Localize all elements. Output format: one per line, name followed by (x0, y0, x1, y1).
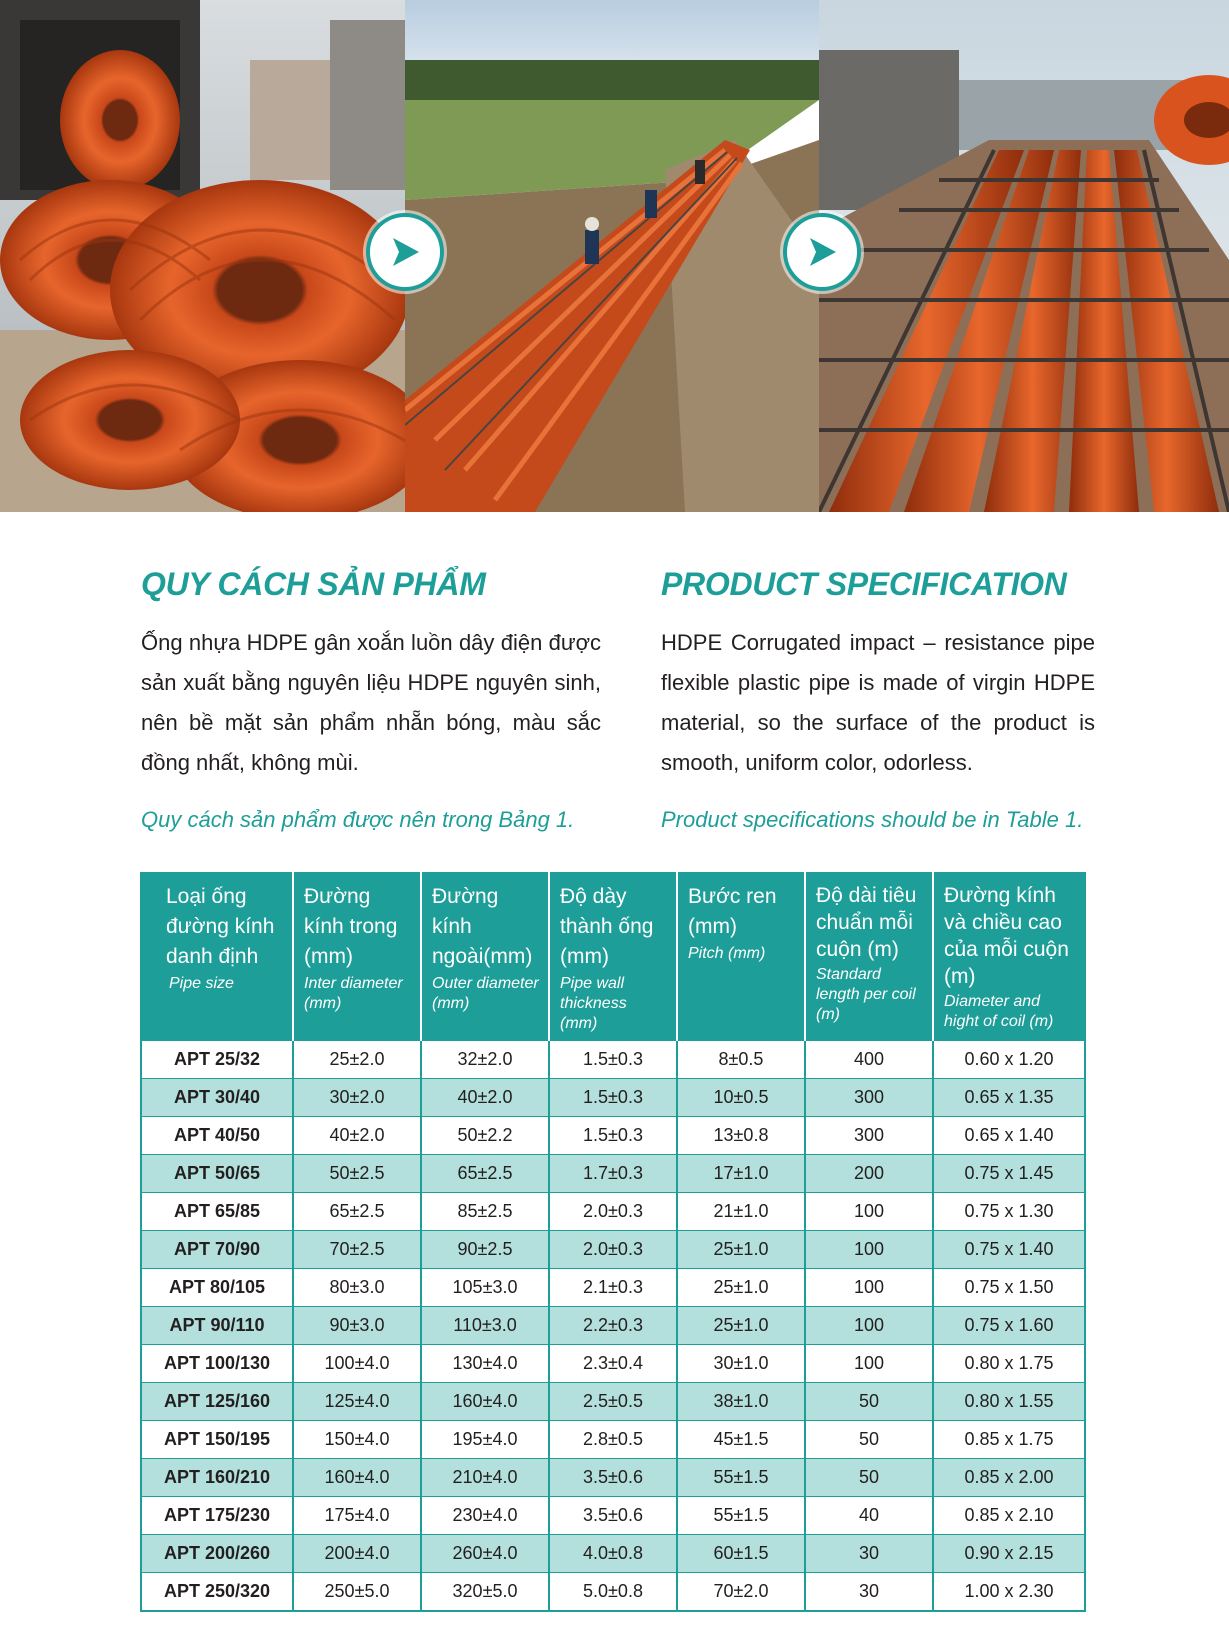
cell-inner-diameter: 80±3.0 (293, 1269, 421, 1307)
cell-inner-diameter: 150±4.0 (293, 1421, 421, 1459)
section-heading-vi: QUY CÁCH SẢN PHẨM (141, 566, 486, 602)
header-coil-dimensions: Đường kính và chiều cao của mỗi cuộn (m) Diameter and hight of coil (m) (933, 873, 1085, 1041)
cell-outer-diameter: 110±3.0 (421, 1307, 549, 1345)
cell-length-per-coil: 100 (805, 1307, 933, 1345)
cell-wall-thickness: 3.5±0.6 (549, 1497, 677, 1535)
english-section (661, 565, 1095, 835)
cell-wall-thickness: 2.8±0.5 (549, 1421, 677, 1459)
cell-pitch: 25±1.0 (677, 1269, 805, 1307)
header-wall-thickness: Độ dày thành ống (mm) Pipe wall thickness (mm) (549, 873, 677, 1041)
cell-wall-thickness: 4.0±0.8 (549, 1535, 677, 1573)
cell-wall-thickness: 1.5±0.3 (549, 1079, 677, 1117)
table-row (141, 1307, 1085, 1345)
cell-coil-dimensions: 0.75 x 1.45 (933, 1155, 1085, 1193)
cell-outer-diameter: 320±5.0 (421, 1573, 549, 1611)
specification-table (140, 872, 1086, 1612)
cell-pitch: 25±1.0 (677, 1307, 805, 1345)
header-pipe-size: Loại ống đường kính danh định Pipe size (141, 873, 293, 1041)
cell-pitch: 55±1.5 (677, 1459, 805, 1497)
cell-pipe-size: APT 175/230 (141, 1497, 293, 1535)
cell-length-per-coil: 100 (805, 1231, 933, 1269)
cell-pipe-size: APT 250/320 (141, 1573, 293, 1611)
cell-inner-diameter: 250±5.0 (293, 1573, 421, 1611)
table-row (141, 1193, 1085, 1231)
cell-pitch: 70±2.0 (677, 1573, 805, 1611)
cell-pipe-size: APT 65/85 (141, 1193, 293, 1231)
rebar-photo (819, 0, 1229, 512)
table-row (141, 1041, 1085, 1079)
header-outer-diameter: Đường kính ngoài(mm) Outer diameter (mm) (421, 873, 549, 1041)
cell-inner-diameter: 90±3.0 (293, 1307, 421, 1345)
cell-pitch: 45±1.5 (677, 1421, 805, 1459)
cell-coil-dimensions: 0.75 x 1.40 (933, 1231, 1085, 1269)
description-en: HDPE Corrugated impact – resistance pipe flexible plastic pipe is made of virgin HDPE material, so the surface of the product is smooth, uniform color, odorless. (661, 630, 1095, 775)
cell-wall-thickness: 2.5±0.5 (549, 1383, 677, 1421)
cell-wall-thickness: 2.1±0.3 (549, 1269, 677, 1307)
header-inner-diameter: Đường kính trong (mm) Inter diameter (mm) (293, 873, 421, 1041)
cell-length-per-coil: 50 (805, 1421, 933, 1459)
cell-wall-thickness: 2.2±0.3 (549, 1307, 677, 1345)
section-heading-en: PRODUCT SPECIFICATION (661, 566, 1067, 602)
table-row (141, 1345, 1085, 1383)
trench-photo (405, 0, 819, 512)
cell-inner-diameter: 30±2.0 (293, 1079, 421, 1117)
cell-inner-diameter: 70±2.5 (293, 1231, 421, 1269)
cell-outer-diameter: 50±2.2 (421, 1117, 549, 1155)
cell-length-per-coil: 100 (805, 1269, 933, 1307)
cell-pipe-size: APT 100/130 (141, 1345, 293, 1383)
cell-outer-diameter: 230±4.0 (421, 1497, 549, 1535)
cell-pitch: 38±1.0 (677, 1383, 805, 1421)
cell-pitch: 55±1.5 (677, 1497, 805, 1535)
cell-pipe-size: APT 80/105 (141, 1269, 293, 1307)
cell-wall-thickness: 2.0±0.3 (549, 1231, 677, 1269)
cell-pitch: 10±0.5 (677, 1079, 805, 1117)
cell-wall-thickness: 2.3±0.4 (549, 1345, 677, 1383)
cell-outer-diameter: 65±2.5 (421, 1155, 549, 1193)
cell-pipe-size: APT 200/260 (141, 1535, 293, 1573)
cell-outer-diameter: 105±3.0 (421, 1269, 549, 1307)
cell-length-per-coil: 50 (805, 1383, 933, 1421)
table-note-en: Product specifications should be in Table 1. (661, 807, 1084, 832)
photo-trench-installation (405, 0, 819, 512)
next-arrow-button (366, 213, 444, 291)
vietnamese-section (141, 565, 601, 835)
cell-pitch: 21±1.0 (677, 1193, 805, 1231)
cell-length-per-coil: 300 (805, 1079, 933, 1117)
cell-inner-diameter: 40±2.0 (293, 1117, 421, 1155)
cell-pipe-size: APT 90/110 (141, 1307, 293, 1345)
cell-pipe-size: APT 150/195 (141, 1421, 293, 1459)
cell-inner-diameter: 160±4.0 (293, 1459, 421, 1497)
cell-coil-dimensions: 0.80 x 1.55 (933, 1383, 1085, 1421)
cell-pipe-size: APT 25/32 (141, 1041, 293, 1079)
table-row (141, 1421, 1085, 1459)
table-note-vi: Quy cách sản phẩm được nên trong Bảng 1. (141, 807, 575, 832)
cell-length-per-coil: 400 (805, 1041, 933, 1079)
cell-inner-diameter: 65±2.5 (293, 1193, 421, 1231)
cell-length-per-coil: 300 (805, 1117, 933, 1155)
cell-inner-diameter: 200±4.0 (293, 1535, 421, 1573)
cell-length-per-coil: 30 (805, 1535, 933, 1573)
table-row (141, 1079, 1085, 1117)
cell-wall-thickness: 1.7±0.3 (549, 1155, 677, 1193)
cell-pipe-size: APT 125/160 (141, 1383, 293, 1421)
next-arrow-button (783, 213, 861, 291)
cell-length-per-coil: 100 (805, 1193, 933, 1231)
header-pitch: Bước ren (mm) Pitch (mm) (677, 873, 805, 1041)
cell-outer-diameter: 160±4.0 (421, 1383, 549, 1421)
cell-length-per-coil: 30 (805, 1573, 933, 1611)
cell-pipe-size: APT 160/210 (141, 1459, 293, 1497)
cell-wall-thickness: 5.0±0.8 (549, 1573, 677, 1611)
cell-outer-diameter: 32±2.0 (421, 1041, 549, 1079)
photo-coiled-pipes (0, 0, 405, 512)
cell-inner-diameter: 125±4.0 (293, 1383, 421, 1421)
cell-length-per-coil: 50 (805, 1459, 933, 1497)
cell-coil-dimensions: 0.75 x 1.60 (933, 1307, 1085, 1345)
cell-inner-diameter: 50±2.5 (293, 1155, 421, 1193)
cell-coil-dimensions: 0.75 x 1.50 (933, 1269, 1085, 1307)
cell-pitch: 13±0.8 (677, 1117, 805, 1155)
table-row (141, 1269, 1085, 1307)
cell-outer-diameter: 210±4.0 (421, 1459, 549, 1497)
header-length-per-coil: Độ dài tiêu chuẩn mỗi cuộn (m) Standard length per coil (m) (805, 873, 933, 1041)
table-row (141, 1573, 1085, 1611)
table-row (141, 1231, 1085, 1269)
cell-coil-dimensions: 0.65 x 1.40 (933, 1117, 1085, 1155)
cell-length-per-coil: 200 (805, 1155, 933, 1193)
cell-pitch: 30±1.0 (677, 1345, 805, 1383)
cell-coil-dimensions: 0.75 x 1.30 (933, 1193, 1085, 1231)
cell-coil-dimensions: 0.85 x 2.00 (933, 1459, 1085, 1497)
cell-coil-dimensions: 0.90 x 2.15 (933, 1535, 1085, 1573)
cell-coil-dimensions: 0.60 x 1.20 (933, 1041, 1085, 1079)
photo-rebar-installation (819, 0, 1229, 512)
cell-length-per-coil: 100 (805, 1345, 933, 1383)
cell-wall-thickness: 2.0±0.3 (549, 1193, 677, 1231)
table-row (141, 1497, 1085, 1535)
cell-outer-diameter: 90±2.5 (421, 1231, 549, 1269)
cell-outer-diameter: 195±4.0 (421, 1421, 549, 1459)
cell-pipe-size: APT 30/40 (141, 1079, 293, 1117)
cell-wall-thickness: 3.5±0.6 (549, 1459, 677, 1497)
cell-pitch: 17±1.0 (677, 1155, 805, 1193)
table-header-row (141, 873, 1085, 1041)
pipe-coils-photo (0, 0, 405, 512)
cell-inner-diameter: 175±4.0 (293, 1497, 421, 1535)
description-vi: Ống nhựa HDPE gân xoắn luồn dây điện được sản xuất bằng nguyên liệu HDPE nguyên sinh, nên bề mặt sản phẩm nhẵn bóng, màu sắc đồng nhất, không mùi. (141, 630, 601, 775)
cell-wall-thickness: 1.5±0.3 (549, 1117, 677, 1155)
cell-outer-diameter: 260±4.0 (421, 1535, 549, 1573)
cell-pipe-size: APT 50/65 (141, 1155, 293, 1193)
cell-pipe-size: APT 40/50 (141, 1117, 293, 1155)
cell-pitch: 8±0.5 (677, 1041, 805, 1079)
cell-coil-dimensions: 0.65 x 1.35 (933, 1079, 1085, 1117)
cell-inner-diameter: 25±2.0 (293, 1041, 421, 1079)
cell-coil-dimensions: 1.00 x 2.30 (933, 1573, 1085, 1611)
cell-inner-diameter: 100±4.0 (293, 1345, 421, 1383)
cell-pitch: 25±1.0 (677, 1231, 805, 1269)
table-row (141, 1459, 1085, 1497)
cell-length-per-coil: 40 (805, 1497, 933, 1535)
arrow-right-icon (802, 232, 842, 272)
arrow-right-icon (385, 232, 425, 272)
table-row (141, 1155, 1085, 1193)
cell-coil-dimensions: 0.85 x 2.10 (933, 1497, 1085, 1535)
table-body (141, 1041, 1085, 1611)
cell-pipe-size: APT 70/90 (141, 1231, 293, 1269)
cell-coil-dimensions: 0.85 x 1.75 (933, 1421, 1085, 1459)
cell-wall-thickness: 1.5±0.3 (549, 1041, 677, 1079)
cell-outer-diameter: 130±4.0 (421, 1345, 549, 1383)
cell-outer-diameter: 85±2.5 (421, 1193, 549, 1231)
table-row (141, 1535, 1085, 1573)
table-row (141, 1383, 1085, 1421)
cell-pitch: 60±1.5 (677, 1535, 805, 1573)
cell-outer-diameter: 40±2.0 (421, 1079, 549, 1117)
cell-coil-dimensions: 0.80 x 1.75 (933, 1345, 1085, 1383)
table-row (141, 1117, 1085, 1155)
photo-strip (0, 0, 1229, 512)
